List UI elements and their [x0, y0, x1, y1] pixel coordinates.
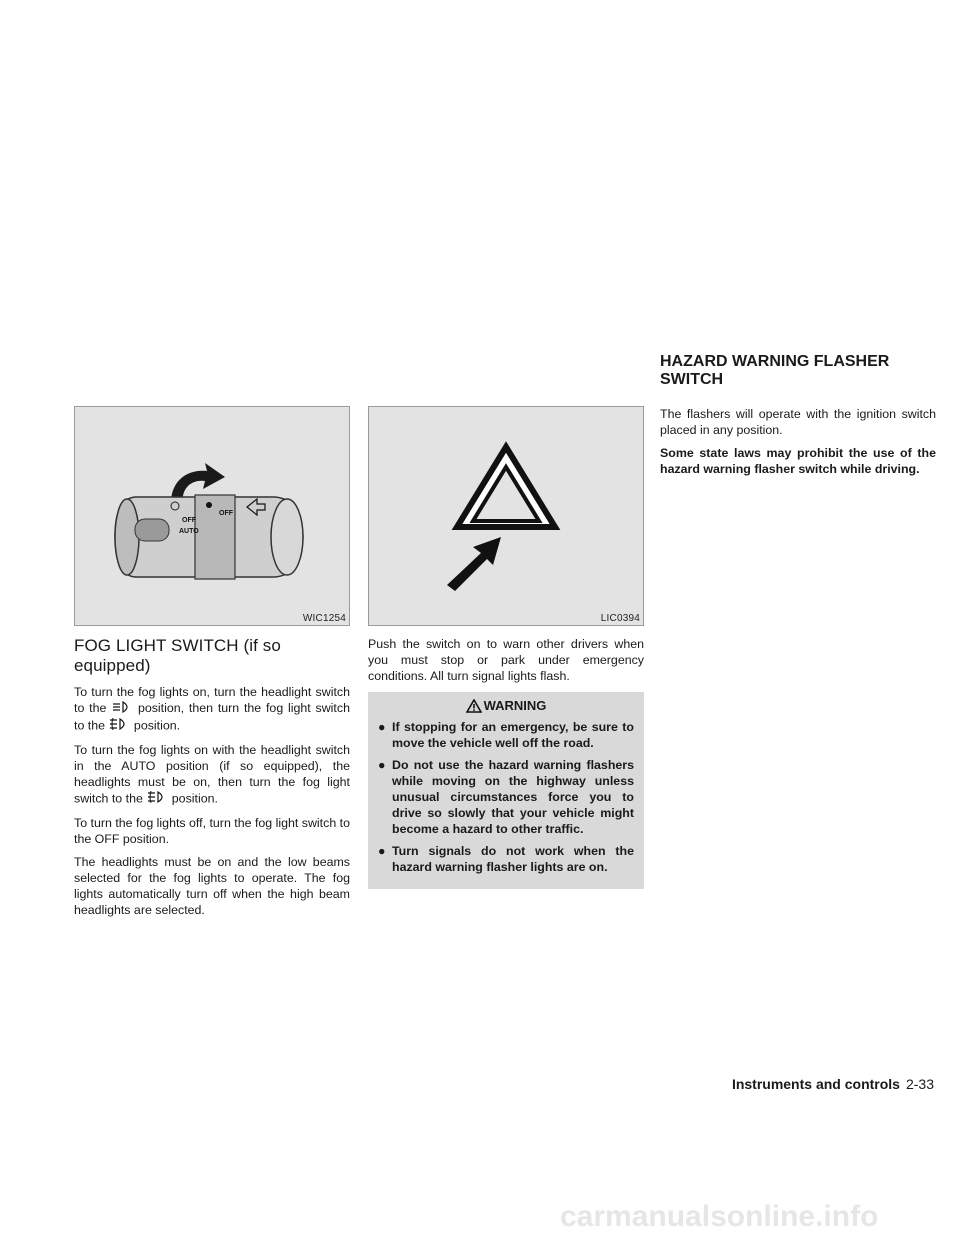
fog-p1-text-a: To turn the fog lights on, turn the headlight switch to the: [74, 685, 350, 715]
hazard-switch-illustration: [369, 407, 643, 625]
fog-light-figure: [74, 406, 350, 626]
hazard-paragraph-3: Some state laws may prohibit the use of the hazard warning flasher switch while driving.: [660, 446, 936, 476]
warning-title: [378, 698, 634, 713]
svg-text:carmanualsonline.info: carmanualsonline.info: [560, 1200, 879, 1233]
switch-label-auto: AUTO: [179, 528, 199, 535]
hazard-figure-id: LIC0394: [600, 613, 640, 624]
warning-box: [368, 692, 644, 889]
fog-light-icon: [108, 717, 130, 735]
hazard-heading-line2: SWITCH: [660, 371, 724, 388]
hazard-paragraph-1: Push the switch on to warn other drivers when you must stop or park under emergency conditions. All turn signal lights flash.: [368, 637, 644, 683]
warning-list: [378, 719, 634, 875]
warning-title-text: WARNING: [483, 698, 547, 713]
watermark-logo: [560, 1196, 950, 1236]
fog-paragraph-2: [74, 742, 350, 808]
warning-item: ● Turn signals do not work when the hazard warning flasher lights are on.: [378, 844, 634, 874]
warning-item: ● Do not use the hazard warning flashers while moving on the highway unless unusual circumstances force you to drive so slowly that your vehicle might become a hazard to other traffic.: [378, 758, 634, 836]
hazard-column: [368, 406, 644, 889]
fog-p1-text-c: position.: [133, 718, 181, 732]
fog-light-heading: FOG LIGHT SWITCH (if so equipped): [74, 636, 281, 675]
page-number: 2-33: [905, 1076, 934, 1092]
fog-light-column: [74, 406, 350, 925]
fog-p1-text-b: position, then turn the fog light switch to the: [74, 701, 350, 732]
warning-icon: [466, 699, 482, 713]
fog-light-icon: [146, 790, 168, 808]
hazard-heading-line1: HAZARD WARNING FLASHER: [660, 353, 890, 370]
fog-paragraph-4: The headlights must be on and the low beams selected for the fog lights to operate. The fog lights automatically turn off when the high beam headlights are selected.: [74, 854, 350, 917]
switch-label-off: OFF: [182, 517, 196, 524]
hazard-continued-column: [660, 406, 936, 484]
fog-p2-text-a: To turn the fog lights on with the headlight switch in the AUTO position (if so equipped), the headlights must be on, then turn the fog light switch to the: [74, 742, 350, 805]
fog-paragraph-1: [74, 684, 350, 735]
headlight-icon: [111, 701, 133, 717]
hazard-figure: [368, 406, 644, 626]
light-switch-illustration: [75, 407, 349, 625]
fog-p2-text-b: position.: [171, 791, 218, 805]
fog-figure-id: WIC1254: [302, 613, 346, 624]
page-footer: [732, 1076, 934, 1092]
switch-label-off-fog: OFF: [219, 510, 233, 517]
footer-section: Instruments and controls: [731, 1076, 900, 1092]
warning-item: ● If stopping for an emergency, be sure to move the vehicle well off the road.: [378, 720, 634, 750]
fog-paragraph-3: To turn the fog lights off, turn the fog light switch to the OFF position.: [74, 815, 350, 846]
hazard-heading: [660, 353, 936, 389]
hazard-paragraph-2: The flashers will operate with the ignition switch placed in any position.: [660, 407, 936, 437]
